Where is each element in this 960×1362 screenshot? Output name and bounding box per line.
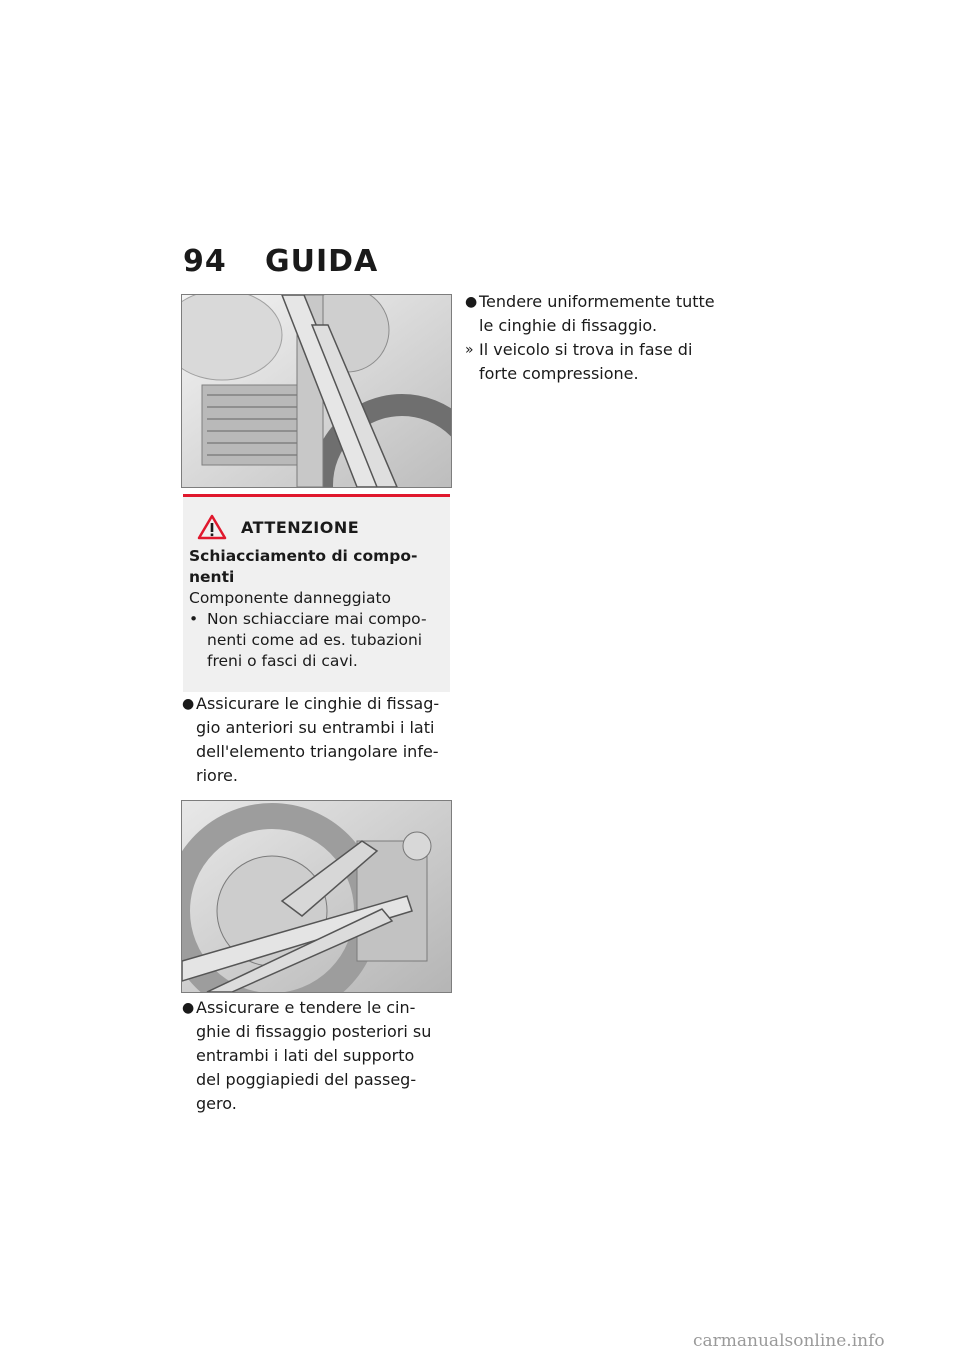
warning-bullet-line: freni o fasci di cavi. [207,652,358,670]
step-line: Assicurare e tendere le cin- [196,998,416,1017]
step-line: gio anteriori su entrambi i lati [196,718,435,737]
right-column [465,290,755,386]
step-line: Assicurare le cinghie di fissag- [196,694,440,713]
step-bullet-icon: ● [182,696,195,712]
warning-bullet-line: nenti come ad es. tubazioni [207,631,423,649]
step-line: del poggiapiedi del passeg- [196,1070,417,1089]
step-line: dell'elemento triangolare infe- [196,742,439,761]
page-number: 94 [183,244,227,279]
motorcycle-front-frame-strap-photo-icon [182,295,451,487]
warning-subject-line: nenti [189,568,235,586]
step-line: riore. [196,766,238,785]
watermark: carmanualsonline.info [693,1331,885,1351]
motorcycle-rear-frame-strap-photo-icon [182,801,451,992]
page-header [183,244,378,279]
warning-body [189,546,447,672]
result-line: forte compressione. [479,364,639,383]
step-front-straps [182,692,454,788]
figure-rear-strap [181,800,452,993]
section-title: GUIDA [265,244,379,279]
step-bullet-icon: ● [182,1000,195,1016]
result-line: Il veicolo si trova in fase di [479,340,693,359]
figure-front-strap [181,294,452,488]
warning-bullet [189,609,447,672]
warning-bullet-line: Non schiacciare mai compo- [207,610,427,628]
warning-header [197,514,359,540]
step-line: le cinghie di fissaggio. [479,316,658,335]
result-arrow-icon: » [465,342,474,358]
warning-title: ATTENZIONE [241,517,360,537]
step-tension-straps [465,290,755,338]
warning-subject-line: Schiacciamento di compo- [189,547,418,565]
warning-consequence: Componente danneggiato [189,589,392,607]
result-compression [465,338,755,386]
step-rear-straps [182,996,454,1116]
step-bullet-icon: ● [465,294,478,310]
step-line: ghie di fissaggio posteriori su [196,1022,432,1041]
step-line: entrambi i lati del supporto [196,1046,415,1065]
warning-triangle-icon [197,514,227,540]
step-line: Tendere uniformemente tutte [479,292,715,311]
step-line: gero. [196,1094,237,1113]
bullet-symbol: • [189,610,199,628]
warning-box [183,494,450,692]
